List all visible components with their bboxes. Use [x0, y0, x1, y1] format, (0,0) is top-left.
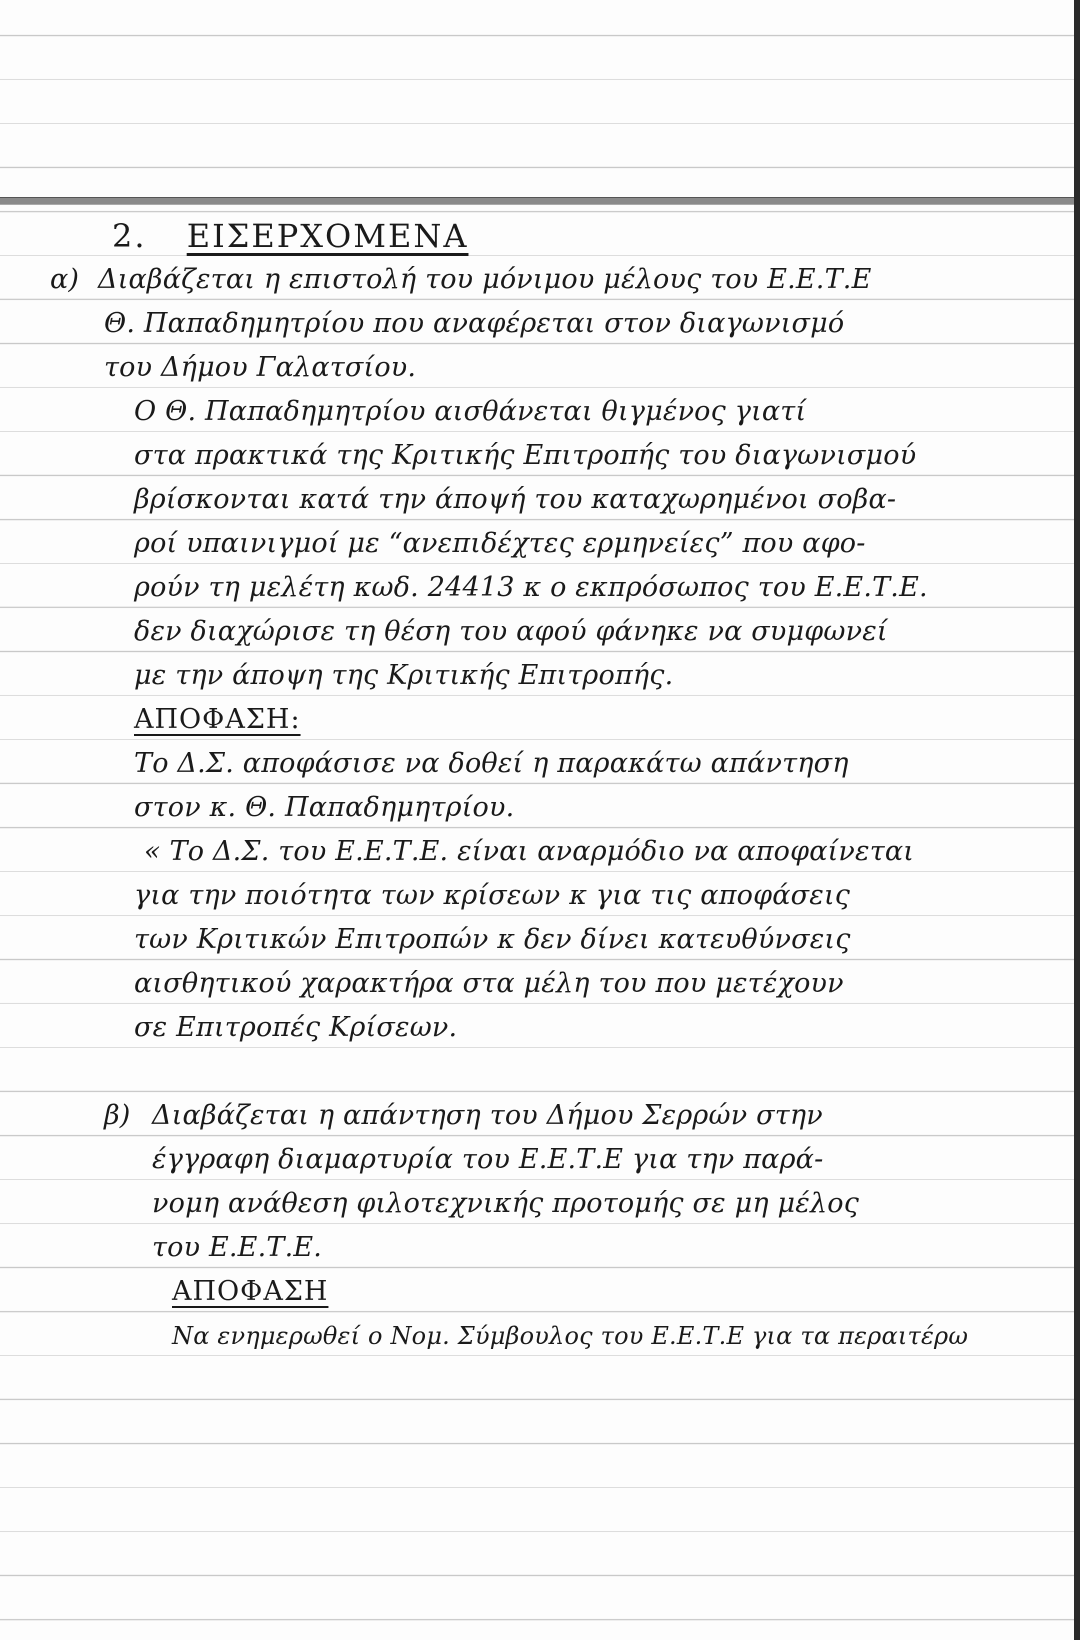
item-b-line: του Ε.Ε.Τ.Ε. — [152, 1232, 323, 1263]
item-a-line: βρίσκονται κατά την άποψή του καταχωρημένοι σοβα- — [134, 484, 897, 515]
section-number: 2. — [112, 217, 147, 255]
item-a-decision-line: των Κριτικών Επιτροπών κ δεν δίνει κατευθύνσεις — [134, 924, 851, 955]
section-title: ΕΙΣΕΡΧΟΜΕΝΑ — [186, 217, 469, 255]
handwritten-minutes — [0, 214, 1074, 1358]
blank-line — [0, 1050, 1074, 1094]
item-a-line: Ο Θ. Παπαδημητρίου αισθάνεται θιγμένος γιατί — [134, 396, 807, 427]
item-a-decision-line: σε Επιτροπές Κρίσεων. — [134, 1012, 458, 1043]
item-b-marker: β) — [104, 1100, 131, 1131]
item-a-line: α) Διαβάζεται η επιστολή του μόνιμου μέλους του Ε.Ε.Τ.Ε — [0, 258, 1074, 302]
item-a-line: ρούν τη μελέτη κωδ. 24413 κ ο εκπρόσωπος του Ε.Ε.Τ.Ε. — [134, 572, 928, 603]
page-edge — [1074, 0, 1080, 1640]
item-a-line: ροί υπαινιγμοί με “ανεπιδέχτες ερμηνείες” που αφο- — [134, 528, 866, 559]
item-b-line: νομη ανάθεση φιλοτεχνικής προτομής σε μη μέλος — [152, 1188, 860, 1219]
item-b-decision-line: Να ενημερωθεί ο Νομ. Σύμβουλος του Ε.Ε.Τ.Ε για τα περαιτέρω — [172, 1322, 969, 1350]
item-a-decision-line: αισθητικού χαρακτήρα στα μέλη του που μετέχουν — [134, 968, 844, 999]
item-a-decision-line: « Το Δ.Σ. του Ε.Ε.Τ.Ε. είναι αναρμόδιο να αποφαίνεται — [144, 836, 915, 867]
item-b-line: β) Διαβάζεται η απάντηση του Δήμου Σερρών στην — [0, 1094, 1074, 1138]
item-a-decision-label: ΑΠΟΦΑΣΗ: — [134, 704, 301, 735]
item-a-line: Θ. Παπαδημητρίου που αναφέρεται στον διαγωνισμό — [104, 308, 845, 339]
item-a-decision-line: Το Δ.Σ. αποφάσισε να δοθεί η παρακάτω απάντηση — [134, 748, 849, 779]
item-a-decision-line: για την ποιότητα των κρίσεων κ για τις αποφάσεις — [134, 880, 851, 911]
header-rule — [0, 197, 1074, 205]
item-a-decision-line: στον κ. Θ. Παπαδημητρίου. — [134, 792, 515, 823]
item-a-line: με την άποψη της Κριτικής Επιτροπής. — [134, 660, 674, 691]
item-b-line: έγγραφη διαμαρτυρία του Ε.Ε.Τ.Ε για την παρά- — [152, 1144, 824, 1175]
item-b-decision-label: ΑΠΟΦΑΣΗ — [172, 1276, 329, 1307]
item-a-marker: α) — [50, 264, 80, 295]
item-a-line: στα πρακτικά της Κριτικής Επιτροπής του διαγωνισμού — [134, 440, 917, 471]
item-a-line: του Δήμου Γαλατσίου. — [104, 352, 417, 383]
item-a-line: δεν διαχώρισε τη θέση του αφού φάνηκε να συμφωνεί — [134, 616, 888, 647]
section-heading — [0, 214, 1074, 258]
